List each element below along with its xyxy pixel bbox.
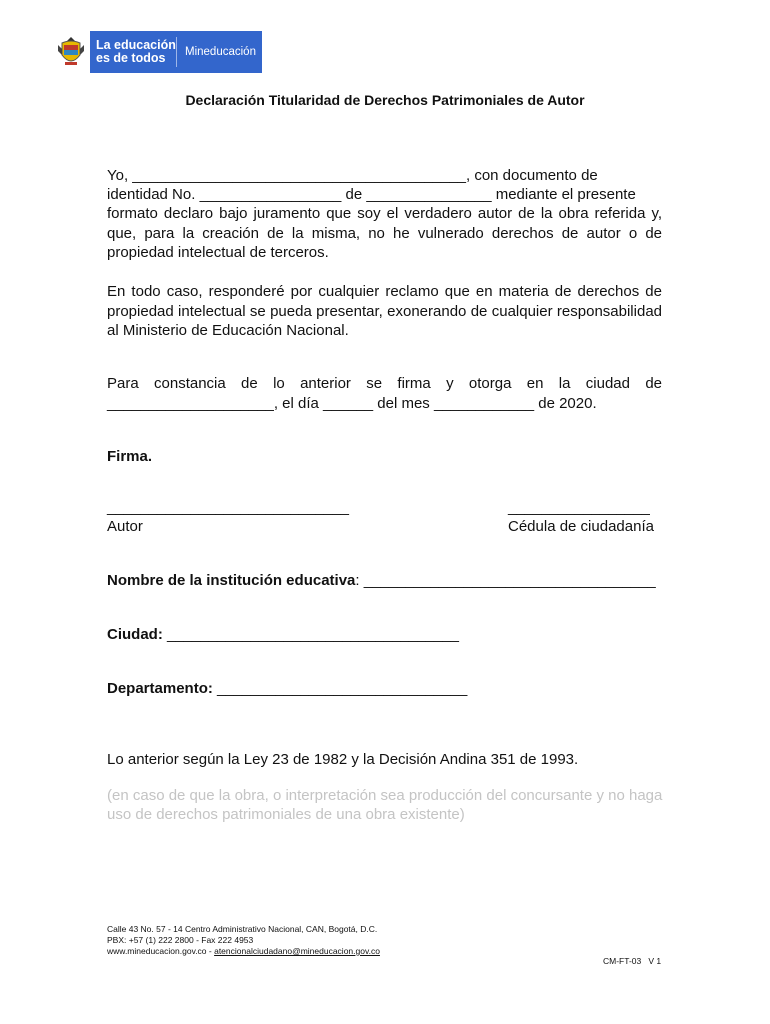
declaration-line-2: identidad No. _________________ de _______________ mediante el presente	[107, 186, 636, 203]
note-line-2: uso de derechos patrimoniales de una obra existente)	[107, 806, 465, 823]
declaration-line-1: Yo, ________________________________________, con documento de	[107, 167, 598, 184]
constancia-line-2: ____________________, el día ______ del mes ____________ de 2020.	[107, 395, 597, 412]
ciudad-field	[107, 625, 459, 645]
departamento-label: Departamento:	[107, 680, 213, 697]
ley-reference: Lo anterior según la Ley 23 de 1982 y la Decisión Andina 351 de 1993.	[107, 751, 579, 768]
institucion-label: Nombre de la institución educativa	[107, 572, 356, 589]
coat-of-arms-icon	[52, 31, 90, 73]
departamento-blank: ______________________________	[212, 680, 468, 697]
institucion-field	[107, 571, 656, 591]
document-code: CM-FT-03 V 1	[603, 956, 662, 966]
autor-label: Autor	[107, 518, 143, 535]
ciudad-label: Ciudad:	[107, 626, 163, 643]
note-line-1: (en caso de que la obra, o interpretación sea producción del concursante y no haga	[107, 787, 663, 804]
footer-email-link[interactable]: atencionalciudadano@mineducacion.gov.co	[214, 946, 380, 956]
institucion-blank: : ___________________________________	[355, 572, 656, 589]
ministry-logo	[52, 31, 262, 73]
footer-contact	[107, 924, 380, 957]
firma-label: Firma.	[107, 448, 153, 465]
constancia-line-1: Para constancia de lo anterior se firma y otorga en la ciudad de	[107, 375, 662, 392]
autor-signature-line: _____________________________	[107, 499, 349, 516]
responsibility-paragraph: En todo caso, responderé por cualquier reclamo que en materia de derechos de propiedad intelectual se pueda presentar, exonerando de cualquier responsabilidad al Ministerio de Educación Nacional.	[107, 283, 662, 339]
logo-ministry-name: Mineducación	[185, 46, 256, 58]
document-title: Declaración Titularidad de Derechos Patrimoniales de Autor	[185, 92, 585, 108]
departamento-field	[107, 679, 467, 699]
logo-slogan: La educación es de todos	[96, 38, 176, 65]
cedula-signature-line: _________________	[508, 499, 650, 516]
cedula-label: Cédula de ciudadanía	[508, 518, 654, 535]
footer-website: www.mineducacion.gov.co -	[107, 946, 215, 956]
footer-web-row	[107, 946, 380, 957]
footer-phone: PBX: +57 (1) 222 2800 - Fax 222 4953	[107, 935, 254, 945]
declaration-paragraph: formato declaro bajo juramento que soy el verdadero autor de la obra referida y, que, para la creación de la misma, no he vulnerado derechos de autor o de propiedad intelectual de terceros.	[107, 205, 662, 261]
ciudad-blank: ___________________________________	[162, 626, 459, 643]
footer-address: Calle 43 No. 57 - 14 Centro Administrativo Nacional, CAN, Bogotá, D.C.	[107, 924, 378, 934]
